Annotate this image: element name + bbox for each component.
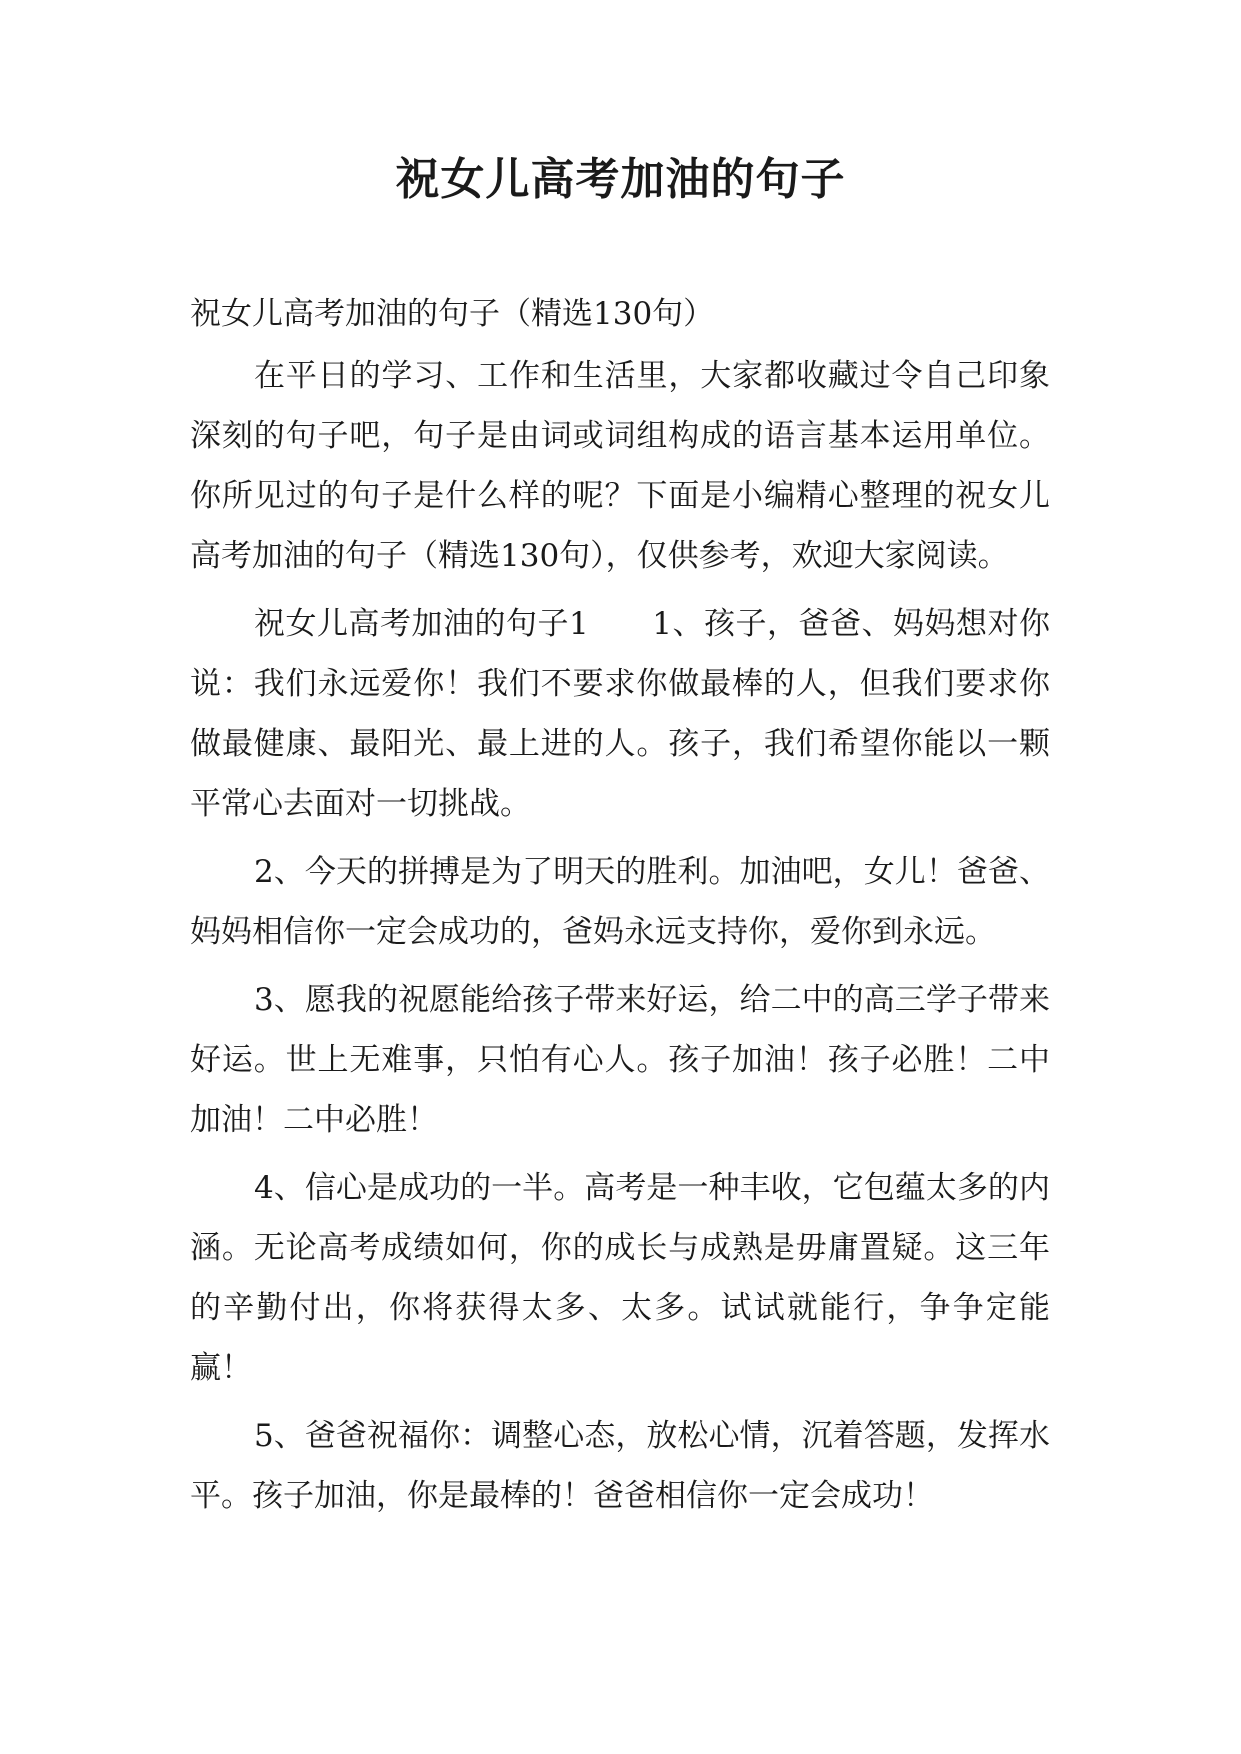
body-paragraph-4: 4、信心是成功的一半。高考是一种丰收，它包蕴太多的内涵。无论高考成绩如何，你的成长与成熟是毋庸置疑。这三年的辛勤付出，你将获得太多、太多。试试就能行，争争定能赢！ [190,1170,1050,1386]
body-paragraph-2: 2、今天的拼搏是为了明天的胜利。加油吧，女儿！爸爸、妈妈相信你一定会成功的，爸妈永远支持你，爱你到永远。 [190,854,1050,950]
body-paragraph-3: 3、愿我的祝愿能给孩子带来好运，给二中的高三学子带来好运。世上无难事，只怕有心人。孩子加油！孩子必胜！二中加油！二中必胜！ [190,982,1050,1138]
document-body [190,284,1050,1534]
intro-paragraph: 在平日的学习、工作和生活里，大家都收藏过令自己印象深刻的句子吧，句子是由词或词组构成的语言基本运用单位。你所见过的句子是什么样的呢？下面是小编精心整理的祝女儿高考加油的句子（精选130句），仅供参考，欢迎大家阅读。 [190,358,1050,574]
body-paragraph-5: 5、爸爸祝福你：调整心态，放松心情，沉着答题，发挥水平。孩子加油，你是最棒的！爸爸相信你一定会成功！ [190,1418,1050,1514]
page-title: 祝女儿高考加油的句子 [395,154,846,205]
document-subtitle: 祝女儿高考加油的句子（精选130句） [190,296,715,332]
body-paragraph-1: 祝女儿高考加油的句子1 1、孩子，爸爸、妈妈想对你说：我们永远爱你！我们不要求你做最棒的人，但我们要求你做最健康、最阳光、最上进的人。孩子，我们希望你能以一颗平常心去面对一切挑战。 [190,606,1050,822]
